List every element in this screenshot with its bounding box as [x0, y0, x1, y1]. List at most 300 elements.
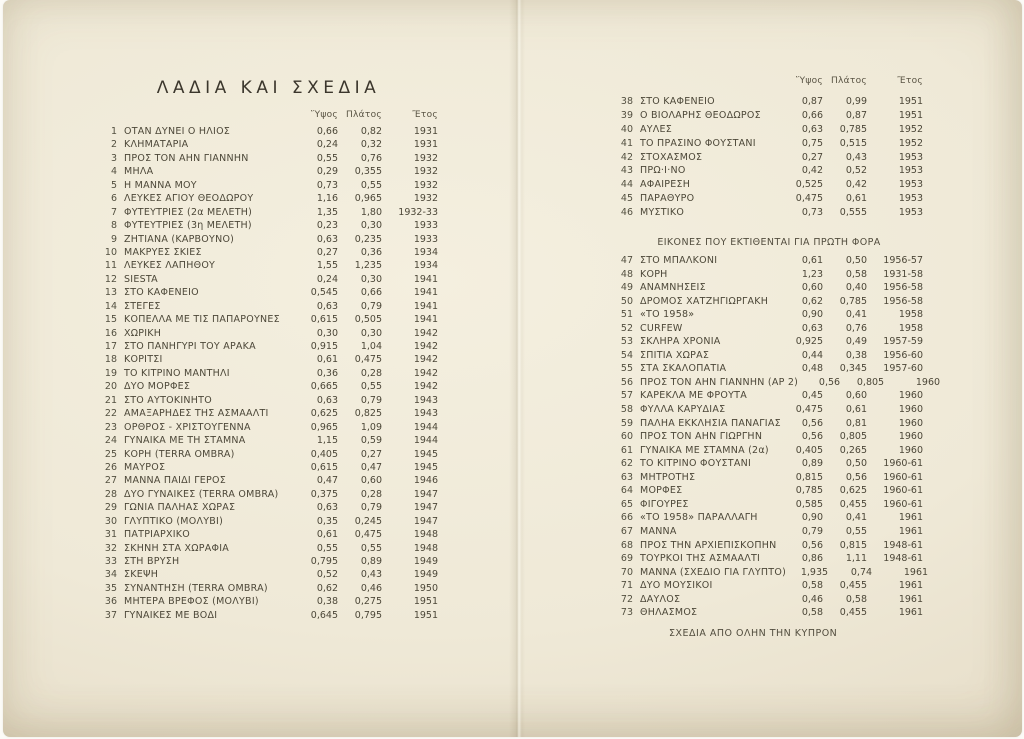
entry-height: 0,73	[316, 179, 338, 191]
entry-year: 1960-61	[883, 485, 923, 497]
catalog-entry	[615, 526, 923, 540]
catalog-entry	[99, 207, 438, 220]
entry-height: 0,62	[801, 295, 823, 307]
entry-number: 39	[620, 109, 633, 121]
entry-width: 0,41	[845, 512, 867, 524]
catalog-entry	[99, 502, 438, 515]
entry-width: 0,66	[360, 287, 382, 299]
entry-year: 1953	[898, 179, 923, 191]
entry-year: 1932-33	[398, 206, 438, 218]
entry-title: ΑΝΑΜΝΗΣΕΙΣ	[640, 282, 706, 294]
catalog-list-right-bottom	[615, 255, 941, 621]
entry-number: 18	[104, 354, 117, 366]
entry-year: 1956-57	[883, 255, 923, 267]
entry-width: 0,815	[839, 539, 867, 551]
entry-width: 0,475	[354, 529, 382, 541]
entry-number: 62	[620, 458, 633, 470]
entry-width: 0,515	[839, 137, 867, 149]
entry-title: ΜΑΚΡΥΕΣ ΣΚΙΕΣ	[124, 246, 202, 258]
entry-title: ΣΤΗ ΒΡΥΣΗ	[124, 556, 180, 567]
entry-year: 1958	[898, 322, 923, 334]
catalog-list-left	[99, 126, 438, 623]
entry-height: 0,89	[801, 458, 823, 470]
entry-width: 0,56	[845, 471, 867, 483]
entry-width: 0,555	[839, 207, 867, 219]
entry-width: 0,43	[360, 569, 382, 581]
entry-width: 0,455	[839, 498, 867, 510]
entry-title: ΣΚΕΨΗ	[124, 569, 159, 581]
entry-year: 1944	[413, 435, 438, 447]
entry-title: ΠΡΟΣ ΤΟΝ ΑΗΝ ΓΙΑΝΝΗΝ	[124, 152, 249, 164]
entry-year: 1951	[413, 596, 438, 608]
entry-height: 0,86	[801, 553, 823, 565]
entry-width: 0,475	[354, 354, 382, 366]
entry-number: 53	[620, 336, 633, 348]
catalog-entry	[99, 516, 438, 529]
entry-year: 1957-60	[883, 363, 923, 375]
entry-height: 0,58	[801, 607, 823, 619]
entry-year: 1960	[898, 404, 923, 416]
entry-number: 35	[104, 582, 117, 594]
entry-title: ΧΩΡΙΚΗ	[124, 327, 162, 339]
catalog-entry	[99, 126, 438, 139]
entry-year: 1960	[915, 376, 941, 388]
catalog-entry	[99, 166, 438, 179]
catalog-entry	[615, 566, 929, 581]
entry-year: 1933	[413, 233, 438, 245]
entry-year: 1952	[898, 137, 923, 149]
entry-title: ΠΑΤΡΙΑΡΧΙΚΟ	[124, 529, 190, 541]
entry-width: 1,09	[360, 421, 382, 433]
entry-year: 1933	[413, 220, 438, 232]
entry-year: 1946	[413, 475, 438, 487]
entry-width: 0,965	[354, 193, 382, 205]
col-header-height: Ὕψος	[310, 110, 338, 120]
col-header-year: Ἔτος	[897, 76, 923, 86]
entry-width: 0,82	[360, 126, 382, 137]
entry-height: 0,61	[316, 354, 338, 366]
entry-year: 1943	[413, 408, 438, 420]
catalog-entry	[615, 255, 923, 269]
entry-title: ΔΥΟ ΜΟΡΦΕΣ	[124, 381, 191, 393]
entry-width: 0,275	[354, 596, 382, 608]
entry-width: 0,74	[850, 566, 873, 578]
catalog-entry	[615, 363, 923, 377]
entry-height: 0,615	[310, 461, 338, 473]
entry-width: 0,61	[845, 193, 867, 205]
entry-title: ΛΕΥΚΕΣ ΑΓΙΟΥ ΘΕΟΔΩΡΟΥ	[124, 193, 254, 205]
catalog-entry	[99, 422, 438, 435]
entry-height: 0,665	[310, 381, 338, 393]
entry-year: 1942	[413, 354, 438, 366]
entry-width: 0,99	[845, 96, 867, 107]
entry-year: 1960-61	[883, 458, 923, 470]
entry-width: 0,27	[360, 448, 382, 460]
entry-width: 0,49	[845, 336, 867, 348]
catalog-entry	[615, 485, 923, 499]
entry-height: 0,645	[310, 609, 338, 621]
catalog-entry	[615, 207, 923, 221]
entry-width: 0,76	[360, 152, 382, 164]
catalog-entry	[615, 96, 923, 110]
entry-title: ΜΑΝΝΑ (ΣΧΕΔΙΟ ΓΙΑ ΓΛΥΠΤΟ)	[640, 566, 787, 578]
entry-height: 0,545	[310, 287, 338, 299]
entry-height: 0,42	[801, 165, 823, 177]
entry-height: 0,90	[801, 309, 823, 321]
catalog-entry	[99, 193, 438, 206]
entry-year: 1951	[898, 96, 923, 107]
entry-number: 22	[104, 408, 117, 420]
entry-width: 0,60	[360, 475, 382, 487]
entry-height: 0,63	[801, 123, 823, 135]
entry-width: 0,50	[845, 255, 867, 267]
entry-title: ΔΡΟΜΟΣ ΧΑΤΖΗΓΙΩΡΓΑΚΗ	[640, 295, 769, 307]
catalog-entry	[615, 110, 923, 124]
entry-number: 60	[620, 431, 633, 443]
entry-height: 0,56	[801, 417, 823, 429]
entry-height: 1,935	[800, 566, 829, 578]
entry-title: ΟΤΑΝ ΔΥΝΕΙ Ο ΗΛΙΟΣ	[124, 126, 231, 137]
entry-year: 1948-61	[883, 539, 923, 551]
entry-year: 1953	[898, 193, 923, 205]
catalog-entry	[99, 435, 438, 448]
entry-year: 1942	[413, 367, 438, 379]
entry-number: 57	[620, 390, 633, 402]
entry-title: ΑΥΛΕΣ	[640, 123, 673, 135]
entry-height: 1,15	[316, 435, 338, 447]
column-headers-left	[99, 110, 438, 123]
entry-year: 1953	[898, 151, 923, 163]
entry-width: 0,50	[845, 458, 867, 470]
entry-year: 1960	[898, 431, 923, 443]
entry-number: 8	[110, 220, 117, 232]
entry-height: 0,61	[316, 529, 338, 541]
entry-number: 31	[104, 529, 117, 541]
catalog-entry	[99, 583, 438, 596]
entry-title: ΓΥΝΑΙΚΕΣ ΜΕ ΒΟΔΙ	[124, 609, 218, 621]
entry-year: 1942	[413, 327, 438, 339]
entry-number: 63	[620, 471, 633, 483]
catalog-entry	[615, 138, 923, 152]
entry-title: ΠΡΟΣ ΤΗΝ ΑΡΧΙΕΠΙΣΚΟΠΗΝ	[640, 539, 777, 551]
entry-height: 0,79	[801, 525, 823, 537]
catalog-entry	[99, 368, 438, 381]
entry-width: 0,455	[839, 580, 867, 592]
entry-title: ΘΗΛΑΣΜΟΣ	[640, 607, 698, 619]
entry-width: 0,58	[845, 268, 867, 280]
catalog-entry	[615, 350, 923, 364]
catalog-entry	[99, 314, 438, 327]
entry-width: 0,795	[354, 609, 382, 621]
catalog-entry	[99, 408, 438, 421]
entry-title: ΤΟ ΚΙΤΡΙΝΟ ΜΑΝΤΗΛΙ	[124, 367, 230, 379]
entry-title: ΣΠΙΤΙΑ ΧΩΡΑΣ	[640, 349, 710, 361]
entry-width: 0,36	[360, 246, 382, 258]
entry-title: ΣΤΟ ΜΠΑΛΚΟΝΙ	[640, 255, 718, 267]
entry-year: 1956-58	[883, 295, 923, 307]
entry-year: 1961	[898, 607, 923, 619]
entry-year: 1960	[898, 417, 923, 429]
entry-height: 1,23	[801, 268, 823, 280]
entry-title: ΣΤΟ ΚΑΦΕΝΕΙΟ	[124, 287, 199, 299]
entry-title: ΤΟ ΠΡΑΣΙΝΟ ΦΟΥΣΤΑΝΙ	[640, 137, 756, 149]
catalog-entry	[99, 462, 438, 475]
entry-width: 0,40	[845, 282, 867, 294]
entry-height: 0,56	[801, 539, 823, 551]
entry-year: 1961	[903, 566, 929, 578]
entry-year: 1961	[898, 593, 923, 605]
entry-number: 52	[620, 322, 633, 334]
entry-height: 0,405	[310, 448, 338, 460]
entry-number: 16	[104, 327, 117, 339]
entry-height: 0,75	[801, 137, 823, 149]
entry-height: 0,45	[801, 390, 823, 402]
entry-width: 0,76	[845, 322, 867, 334]
entry-width: 1,80	[360, 206, 382, 218]
entry-height: 0,375	[310, 488, 338, 500]
entry-width: 0,625	[839, 485, 867, 497]
entry-number: 24	[104, 435, 117, 447]
entry-title: ΔΥΟ ΜΟΥΣΙΚΟΙ	[640, 580, 713, 592]
entry-width: 0,79	[360, 502, 382, 514]
entry-number: 14	[104, 300, 117, 312]
entry-number: 59	[620, 417, 633, 429]
entry-height: 0,61	[801, 255, 823, 267]
entry-number: 40	[620, 123, 633, 135]
entry-title: ΟΡΘΡΟΣ - ΧΡΙΣΤΟΥΓΕΝΝΑ	[124, 421, 251, 433]
entry-height: 0,30	[316, 327, 338, 339]
catalog-entry	[615, 282, 923, 296]
entry-year: 1943	[413, 394, 438, 406]
entry-height: 1,55	[316, 260, 338, 272]
entry-year: 1951	[898, 109, 923, 121]
entry-width: 0,58	[845, 593, 867, 605]
col-header-width: Πλάτος	[830, 76, 867, 86]
entry-height: 0,475	[795, 193, 823, 205]
entry-title: ΣΤΑ ΣΚΑΛΟΠΑΤΙΑ	[640, 363, 727, 375]
catalog-entry	[615, 553, 923, 567]
catalog-entry	[615, 165, 923, 179]
entry-width: 0,55	[845, 525, 867, 537]
entry-title: SIESTA	[124, 273, 158, 285]
entry-title: ΦΥΤΕΥΤΡΙΕΣ (3η ΜΕΛΕΤΗ)	[124, 220, 252, 232]
entry-year: 1947	[413, 488, 438, 500]
catalog-entry	[99, 596, 438, 609]
entry-year: 1948-61	[883, 553, 923, 565]
entry-height: 0,46	[801, 593, 823, 605]
entry-height: 0,525	[795, 179, 823, 191]
catalog-entry	[99, 341, 438, 354]
scanned-catalog-spread	[3, 0, 1022, 737]
entry-height: 0,63	[316, 502, 338, 514]
catalog-entry	[99, 556, 438, 569]
entry-title: «ΤΟ 1958»	[640, 309, 695, 321]
entry-number: 49	[620, 282, 633, 294]
entry-number: 23	[104, 421, 117, 433]
entry-year: 1941	[413, 300, 438, 312]
entry-number: 37	[104, 609, 117, 621]
entry-number: 15	[104, 314, 117, 326]
entry-width: 1,235	[354, 260, 382, 272]
entry-width: 0,59	[360, 435, 382, 447]
catalog-entry	[99, 139, 438, 152]
entry-width: 0,28	[360, 367, 382, 379]
entry-title: ΤΟΥΡΚΟΙ ΤΗΣ ΑΣΜΑΑΛΤΙ	[640, 553, 761, 565]
entry-number: 51	[620, 309, 633, 321]
entry-year: 1931-58	[883, 268, 923, 280]
entry-number: 47	[620, 255, 633, 267]
entry-width: 0,55	[360, 179, 382, 191]
entry-height: 0,60	[801, 282, 823, 294]
entry-title: ΚΟΡΗ (TERRA OMBRA)	[124, 448, 235, 460]
entry-title: ΖΗΤΙΑΝΑ (ΚΑΡΒΟΥΝΟ)	[124, 233, 235, 245]
entry-year: 1960-61	[883, 498, 923, 510]
catalog-entry	[99, 247, 438, 260]
entry-height: 0,925	[795, 336, 823, 348]
entry-title: CURFEW	[640, 322, 683, 334]
catalog-entry	[615, 404, 923, 418]
entry-year: 1953	[898, 207, 923, 219]
entry-year: 1932	[413, 179, 438, 191]
entry-height: 0,23	[316, 220, 338, 232]
entry-height: 0,55	[316, 542, 338, 554]
entry-height: 0,615	[310, 314, 338, 326]
entry-width: 0,245	[354, 515, 382, 527]
catalog-entry	[615, 458, 923, 472]
entry-number: 55	[620, 363, 633, 375]
catalog-entry	[99, 180, 438, 193]
entry-title: ΚΟΠΕΛΛΑ ΜΕ ΤΙΣ ΠΑΠΑΡΟΥΝΕΣ	[124, 314, 280, 326]
entry-year: 1934	[413, 260, 438, 272]
entry-year: 1949	[413, 556, 438, 567]
entry-width: 0,32	[360, 139, 382, 151]
entry-width: 0,785	[839, 295, 867, 307]
entry-width: 0,79	[360, 300, 382, 312]
entry-number: 70	[620, 566, 633, 578]
catalog-entry	[99, 287, 438, 300]
catalog-entry	[615, 390, 923, 404]
entry-width: 0,235	[354, 233, 382, 245]
catalog-entry	[99, 529, 438, 542]
entry-year: 1944	[413, 421, 438, 433]
entry-height: 0,965	[310, 421, 338, 433]
page-title: ΛΑΔΙΑ ΚΑΙ ΣΧΕΔΙΑ	[156, 78, 381, 98]
catalog-entry	[615, 323, 923, 337]
entry-width: 0,46	[360, 582, 382, 594]
entry-year: 1961	[898, 580, 923, 592]
entry-number: 29	[104, 502, 117, 514]
entry-width: 0,825	[354, 408, 382, 420]
entry-title: ΓΛΥΠΤΙΚΟ (ΜΟΛΥΒΙ)	[124, 515, 224, 527]
entry-title: ΣΚΛΗΡΑ ΧΡΟΝΙΑ	[640, 336, 721, 348]
entry-year: 1931	[413, 126, 438, 137]
entry-number: 7	[110, 206, 117, 218]
entry-number: 11	[104, 260, 117, 272]
catalog-entry	[615, 540, 923, 554]
entry-year: 1934	[413, 246, 438, 258]
catalog-entry	[99, 153, 438, 166]
catalog-entry	[615, 124, 923, 138]
entry-height: 0,27	[801, 151, 823, 163]
catalog-entry	[615, 580, 923, 594]
entry-title: ΜΑΝΝΑ	[640, 525, 677, 537]
entry-number: 71	[620, 580, 633, 592]
entry-year: 1949	[413, 569, 438, 581]
entry-title: Ο ΒΙΟΛΑΡΗΣ ΘΕΟΔΩΡΟΣ	[640, 109, 761, 121]
entry-height: 0,585	[795, 498, 823, 510]
entry-title: ΜΗΤΕΡΑ ΒΡΕΦΟΣ (ΜΟΛΥΒΙ)	[124, 596, 259, 608]
entry-year: 1948	[413, 529, 438, 541]
entry-width: 0,785	[839, 123, 867, 135]
catalog-entry	[615, 296, 923, 310]
catalog-entry	[615, 376, 941, 391]
left-page	[99, 78, 438, 623]
catalog-entry	[615, 269, 923, 283]
entry-width: 0,55	[360, 542, 382, 554]
entry-year: 1941	[413, 273, 438, 285]
entry-height: 0,29	[316, 166, 338, 178]
col-header-width: Πλάτος	[345, 110, 382, 120]
catalog-entry	[615, 445, 923, 459]
entry-number: 9	[110, 233, 117, 245]
entry-height: 0,475	[795, 404, 823, 416]
entry-height: 0,66	[801, 109, 823, 121]
entry-height: 0,56	[818, 376, 841, 388]
page-fold	[509, 0, 525, 737]
entry-number: 21	[104, 394, 117, 406]
entry-number: 19	[104, 367, 117, 379]
catalog-entry	[615, 152, 923, 166]
right-page	[615, 76, 941, 639]
entry-number: 27	[104, 475, 117, 487]
entry-year: 1932	[413, 152, 438, 164]
entry-width: 0,47	[360, 461, 382, 473]
entry-number: 54	[620, 349, 633, 361]
entry-title: ΑΜΑΞΑΡΗΔΕΣ ΤΗΣ ΑΣΜΑΑΛΤΙ	[124, 408, 269, 420]
entry-width: 1,11	[845, 553, 867, 565]
entry-height: 0,63	[801, 322, 823, 334]
entry-number: 3	[110, 152, 117, 164]
entry-number: 73	[620, 607, 633, 619]
entry-title: ΜΗΤΡΟΤΗΣ	[640, 471, 696, 483]
entry-number: 66	[620, 512, 633, 524]
catalog-entry	[615, 594, 923, 608]
entry-height: 0,35	[316, 515, 338, 527]
entry-year: 1958	[898, 309, 923, 321]
entry-year: 1947	[413, 515, 438, 527]
catalog-entry	[615, 336, 923, 350]
catalog-entry	[99, 543, 438, 556]
entry-height: 0,58	[801, 580, 823, 592]
entry-title: ΓΥΝΑΙΚΑ ΜΕ ΣΤΑΜΝΑ (2α)	[640, 444, 769, 456]
entry-width: 0,355	[354, 166, 382, 178]
entry-year: 1960-61	[883, 471, 923, 483]
entry-year: 1947	[413, 502, 438, 514]
catalog-entry	[615, 607, 923, 621]
entry-title: ΜΑΥΡΟΣ	[124, 461, 166, 473]
entry-width: 0,52	[845, 165, 867, 177]
entry-title: ΣΤΟ ΠΑΝΗΓΥΡΙ ΤΟΥ ΑΡΑΚΑ	[124, 341, 256, 352]
entry-number: 44	[620, 179, 633, 191]
entry-year: 1941	[413, 287, 438, 299]
column-headers-right	[615, 76, 923, 89]
entry-width: 0,805	[856, 376, 885, 388]
entry-width: 0,38	[845, 349, 867, 361]
entry-title: ΦΙΓΟΥΡΕΣ	[640, 498, 689, 510]
catalog-entry	[99, 328, 438, 341]
entry-width: 0,30	[360, 273, 382, 285]
catalog-entry	[99, 274, 438, 287]
